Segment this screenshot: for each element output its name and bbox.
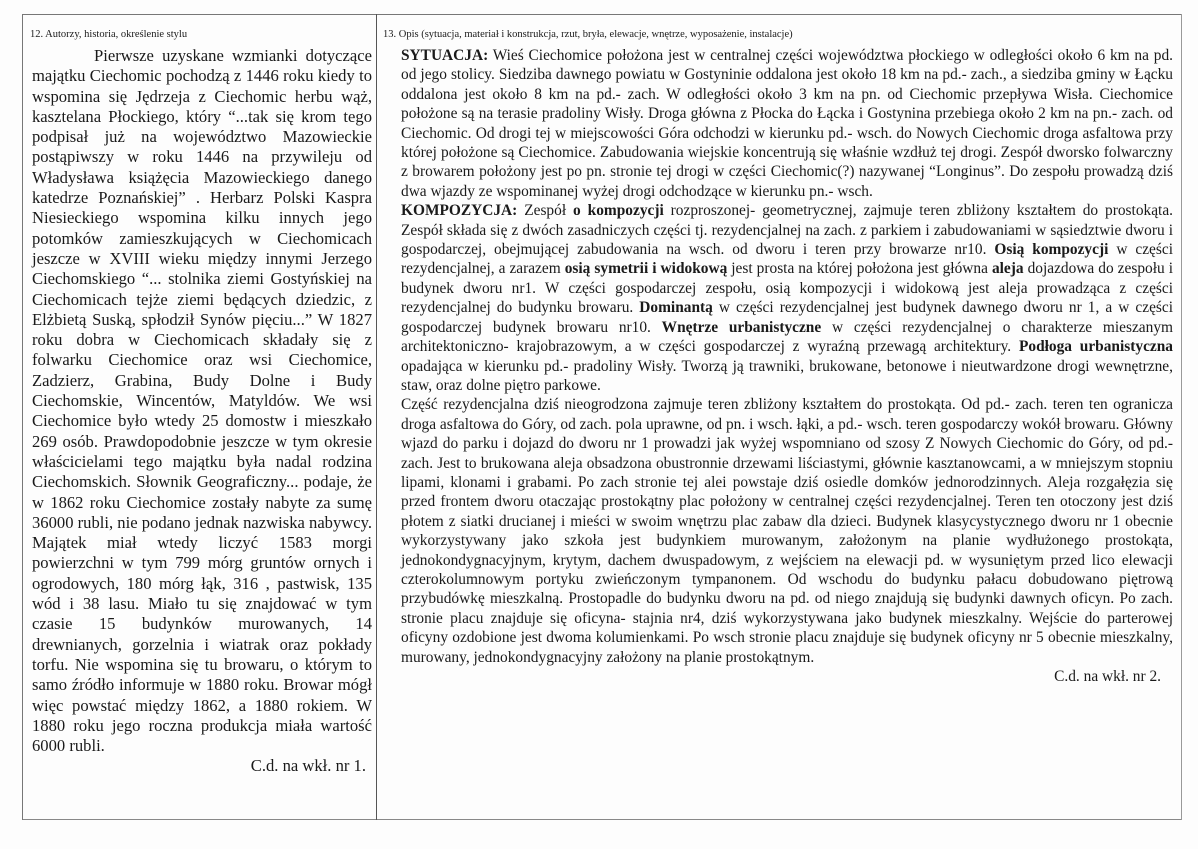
frame-bottom-line [22,819,1182,820]
kompozycja-paragraph [383,201,1173,395]
kompozycja-label: KOMPOZYCJA: [401,202,518,220]
kompozycja-bold-term: o kompozycji [573,202,664,220]
continuation-note-left: C.d. na wkł. nr 1. [250,756,366,776]
sytuacja-paragraph [383,46,1173,201]
kompozycja-bold-term: aleja [991,260,1024,278]
kompozycja-text: dojazdowa do zespołu i budynek dworu nr1. W części gospodarczej zespołu, osią kompozycji i widokową jest aleja prowadząca z części rezydencjalnej do budynku browaru. [401,260,1173,317]
kompozycja-text: jest prosta na której położona jest główna [727,260,992,278]
kompozycja-text: w części rezydencjalnej o charakterze mieszanym architektoniczno- krajobrazowym, a w części gospodarczej z wyraźną przewagą architektury. [401,318,1174,356]
kompozycja-text: w części rezydencjalnej, a zarazem [401,241,1173,278]
kompozycja-bold-term: osią symetrii i widokową [564,260,728,278]
section-12-header: 12. Autorzy, historia, określenie stylu [30,29,188,40]
sytuacja-text: Wieś Ciechomice położona jest w centralnej części województwa płockiego w odległości około 6 km na pd. od jego stolicy. Siedziba dawnego powiatu w Gostyninie oddalona jest około 18 km na pd.- zach., a siedziba gminy w Łącku oddalona jest około 8 km na pd.- zach. W odległości około 3 km na pn. od Ciechomic przepływa Wisła. Ciechomice położone są na terasie pradoliny Wisły. Droga główna z Płocka do Łącka i Gostynina przebiega około 2 km na pn.- zach. od Ciechomic. Od drogi tej w miejscowości Góra odchodzi w kierunku pd.- wsch. do Nowych Ciechomic droga asfaltowa przy której położone są Ciechomice. Zabudowania wiejskie koncentrują się właśnie wzdłuż tej drogi. Zespół dworsko folwarczny z browarem położony jest po pn. stronie tej drogi w części Ciechomic(?) nazywanej “Longinus”. Do zespołu prowadzą dziś dwa wjazdy ze wspominanej wyżej drogi odchodzące w kierunku pn.- wsch. [401,47,1173,200]
column-divider [376,14,377,820]
frame-left-line [22,14,23,820]
czesc-rezydencjalna-paragraph: Część rezydencjalna dziś nieogrodzona zajmuje teren zbliżony kształtem do prostokąta. Od pd.- zach. teren ten ogranicza droga asfaltowa do Góry, od zach. pola uprawne, od pn. i wsch. łąki, a pd.- wsch. teren gospodarczy wokół browaru. Główny wjazd do parku i dojazd do dworu nr 1 prowadzi jak wyżej wspomniano od szosy Z Nowych Ciechomic do Góry, od pd.- zach. Jest to brukowana aleja obsadzona obustronnie drzewami liściastymi, głównie kasztanowcami, a w mniejszym stopniu lipami, klonami i grabami. Po zach stronie tej alei powstaje dziś osiedle domków jednorodzinnych. Aleja rozgałęzia się przed frontem dworu otaczając prostokątny plac położony w centralnej części rezydencjalnej. Teren ten otoczony jest dziś płotem z siatki drucianej i mieści w swoim wnętrzu plac zabaw dla dzieci. Budynek klasycystycznego dworu nr 1 obecnie wykorzystywany jako szkoła jest budynkiem murowanym, założonym na planie wydłużonego prostokąta, jednokondygnacyjnym, krytym, dachem dwuspadowym, z wejściem na elewacji pd. w wysuniętym przed lico elewacji czterokolumnowym portyku zwieńczonym tympanonem. Od wschodu do budynku pałacu dobudowano piętrową przybudówkę mieszkalną. Prostopadle do budynku dworu na pd. od niego znajdują się budynki dawnych oficyn. Po zach. stronie placu znajduje się oficyna- stajnia nr4, dziś wykorzystywana jako budynek mieszkalny. Wejście do parterowej oficyny ozdobione jest dwoma kolumienkami. Po wsch stronie placu znajduje się budynek oficyny nr 5 obecnie mieszkalny, murowany, jednokondygnacyjny założony na planie prostokątnym. [401,396,1173,666]
kompozycja-bold-term: Wnętrze urbanistyczne [661,318,822,336]
kompozycja-bold-term: Dominantą [639,299,713,317]
section-12-history [26,28,372,777]
kompozycja-text: Zespół [517,202,574,220]
history-body: Pierwsze uzyskane wzmianki dotyczące majątku Ciechomic pochodzą z 1446 roku kiedy to wspomina się Jędrzeja z Ciechomic herbu wąż, kasztelana Płockiego, który “...tak się krom tego podpisał już na województwo Mazowieckie postąpiwszy w roku 1446 na przywileju od Władysława książęcia Mazowieckiego danego katedrze Poznańskiej” . Herbarz Polski Kaspra Niesieckiego wspomina kilku innych jego potomków zamieszkujących w Ciechomicach jeszcze w XVIII wieku między innymi Jerzego Ciechomskiego “... stolnika ziemi Gostyńskiej na Ciechomicach tejże ziemi będących dziedzic, z Elżbietą Suską, spłodził Synów pięciu...” W 1827 roku dobra w Ciechomicach składały się z folwarku Ciechomice oraz wsi Ciechomice, Zadzierz, Grabina, Budy Dolne i Budy Ciechomskie, Wincentów, Matyldów. We wsi Ciechomice było wtedy 25 domostw i mieszkało 269 osób. Prawdopodobnie jeszcze w tym okresie właścicielami tego majątku była nadal rodzina Ciechomskich. Słownik Geograficzny... podaje, że w 1862 roku Ciechomice zostały nabyte za sumę 36000 rubli, nie podano jednak nazwiska nabywcy. Majątek miał wtedy liczyć 1583 morgi powierzchni w tym 799 mórg gruntów ornych i ogrodowych, 180 mórg łąk, 316 , pastwisk, 135 wód i 38 lasu. Miało tu się znajdować w tym czasie 15 budynków murowanych, 14 drewnianych, gorzelnia i wiatrak oraz pokłady torfu. Nie wspomina się tu browaru, o którym to samo źródło informuje w 1880 roku. Browar mógł więc powstać między 1862, a 1880 rokiem. W 1880 roku jego roczna produkcja miała wartość 6000 rubli. [32,46,372,756]
frame-top-line [22,14,1182,15]
section-13-description [383,28,1173,686]
section-13-header: 13. Opis (sytuacja, materiał i konstrukcja, rzut, bryła, elewacje, wnętrze, wyposażenie, instalacje) [383,29,793,40]
history-text [26,46,372,756]
frame-right-line [1181,14,1182,820]
kompozycja-text: opadająca w kierunku pd.- pradoliny Wisły. Tworzą ją trawniki, brukowane, betonowe i nieutwardzone drogi wewnętrzne, staw, oraz dolne piętro parkowe. [401,357,1173,394]
kompozycja-text: w części rezydencjalnej jest budynek dawnego dworu nr 1, a w części gospodarczej budynek browaru nr10. [401,299,1173,336]
kompozycja-bold-term: Podłoga urbanistyczna [1018,338,1173,356]
kompozycja-bold-term: Osią kompozycji [994,241,1109,259]
continuation-note-right: C.d. na wkł. nr 2. [1054,668,1161,685]
kompozycja-text: rozproszonej- geometrycznej, zajmuje teren zbliżony kształtem do prostokąta. Zespół składa się z dwóch zasadniczych części tj. rezydencjalnej na zach. z parkiem i zabudowaniami w sąsiedztwie dworu i gospodarczej, obejmującej zabudowania na wsch. od dworu i teren przy browarze nr10. [401,202,1173,259]
sytuacja-label: SYTUACJA: [401,47,489,64]
